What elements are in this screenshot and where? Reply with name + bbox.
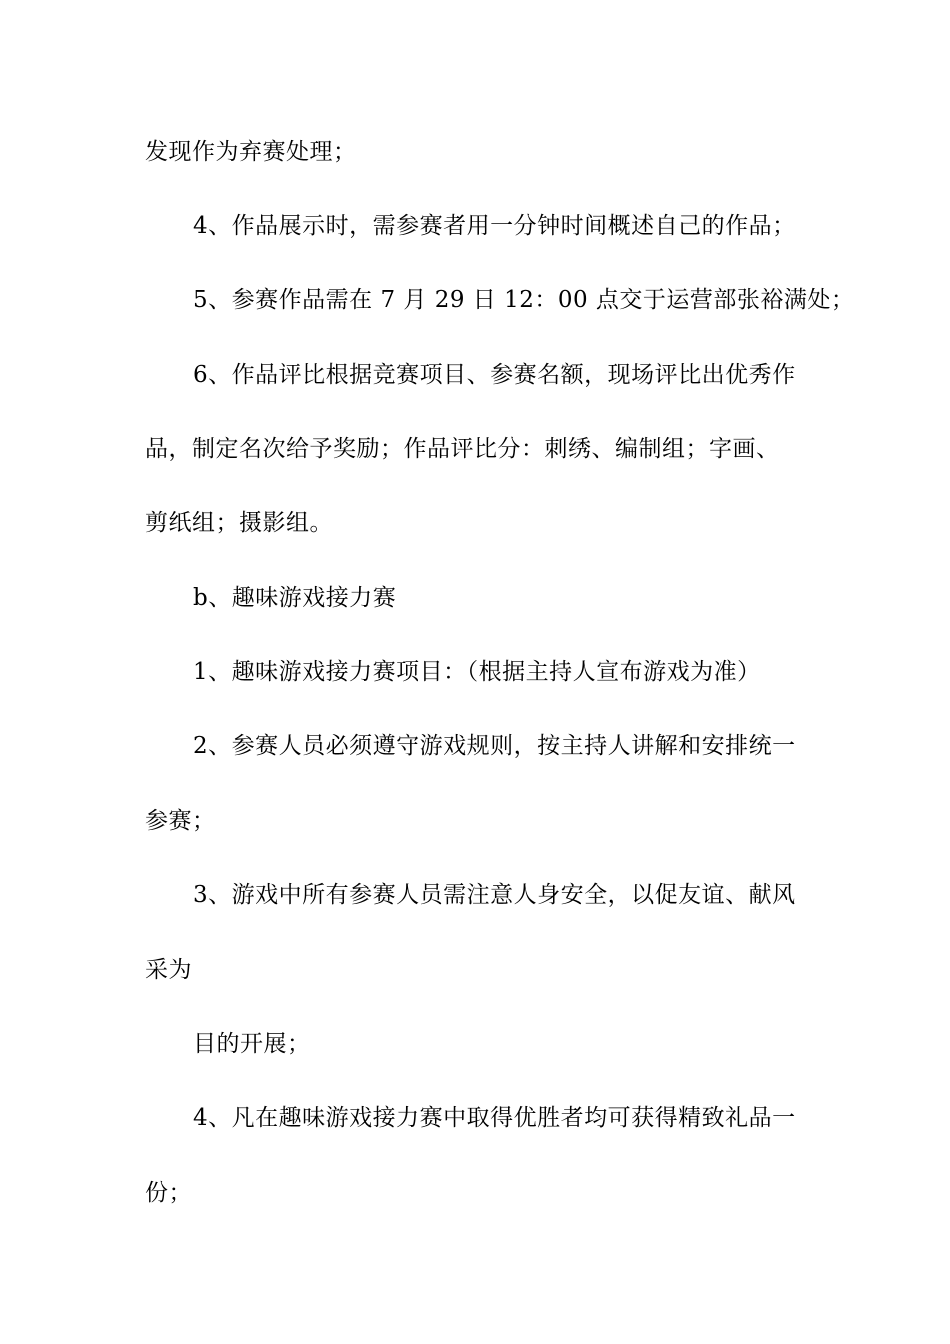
text-line-13: 目的开展； [193, 1031, 311, 1057]
text-line-10: 参赛； [145, 808, 216, 834]
text-line-4: 6、作品评比根据竞赛项目、参赛名额，现场评比出优秀作 [193, 362, 796, 388]
text-line-14: 4、凡在趣味游戏接力赛中取得优胜者均可获得精致礼品一 [193, 1105, 796, 1131]
section-heading: b、趣味游戏接力赛 [193, 585, 397, 611]
text-line-8: 1、趣味游戏接力赛项目：（根据主持人宣布游戏为准） [193, 659, 761, 685]
text-line-5: 品，制定名次给予奖励；作品评比分：刺绣、编制组；字画、 [145, 436, 780, 462]
text-line-3: 5、参赛作品需在 7 月 29 日 12：00 点交于运营部张裕满处； [193, 287, 855, 313]
text-line-12: 采为 [145, 957, 192, 983]
text-line-11: 3、游戏中所有参赛人员需注意人身安全，以促友谊、献风 [193, 882, 796, 908]
text-line-15: 份； [145, 1180, 192, 1206]
text-line-9: 2、参赛人员必须遵守游戏规则，按主持人讲解和安排统一 [193, 733, 796, 759]
text-line-6: 剪纸组；摄影组。 [145, 510, 333, 536]
text-line-2: 4、作品展示时，需参赛者用一分钟时间概述自己的作品； [193, 213, 796, 239]
text-line-1: 发现作为弃赛处理； [145, 139, 357, 165]
